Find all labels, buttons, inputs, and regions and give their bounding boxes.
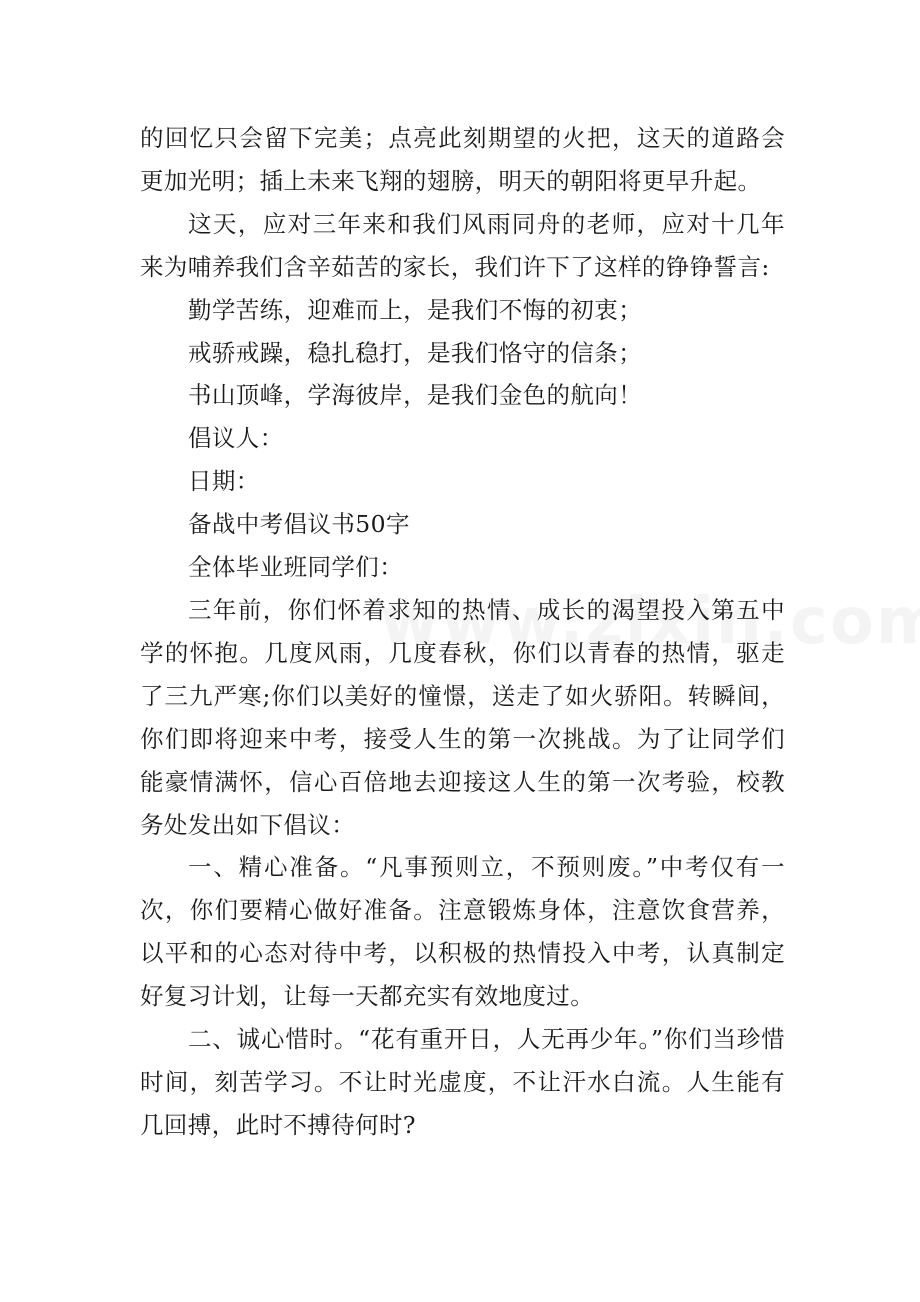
paragraph-oath-line-3: 书山顶峰，学海彼岸，是我们金色的航向！ <box>188 381 643 410</box>
salutation: 全体毕业班同学们： <box>188 553 404 582</box>
paragraph-oath-line-2: 戒骄戒躁，稳扎稳打，是我们恪守的信条； <box>188 338 643 367</box>
section-title: 备战中考倡议书50字 <box>188 510 410 539</box>
paragraph-continued-memory: 的回忆只会留下完美；点亮此刻期望的火把，这天的道路会更加光明；插上未来飞翔的翅膀，明天的朝阳将更早升起。 <box>140 124 785 195</box>
paragraph-item-one: 一、精心准备。“凡事预则立，不预则废。”中考仅有一次，你们要精心做好准备。注意锻炼身体，注意饮食营养，以平和的心态对待中考，以积极的热情投入中考，认真制定好复习计划，让每一天都充实有效地度过。 <box>140 853 785 1011</box>
paragraph-oath-intro: 这天，应对三年来和我们风雨同舟的老师，应对十几年来为哺养我们含辛茹苦的家长，我们许下了这样的铮铮誓言: <box>140 209 785 281</box>
initiator-label: 倡议人： <box>188 424 284 453</box>
paragraph-three-years-ago: 三年前，你们怀着求知的热情、成长的渴望投入第五中学的怀抱。几度风雨，几度春秋，你们以青春的热情，驱走了三九严寒;你们以美好的憧憬，送走了如火骄阳。转瞬间，你们即将迎来中考，接受人生的第一次挑战。为了让同学们能豪情满怀，信心百倍地去迎接这人生的第一次考验，校教务处发出如下倡议： <box>140 595 785 839</box>
document-body <box>140 117 785 1147</box>
date-label: 日期： <box>188 467 260 496</box>
paragraph-item-two: 二、诚心惜时。“花有重开日，人无再少年。”你们当珍惜时间，刻苦学习。不让时光虚度，不让汗水白流。人生能有几回搏，此时不搏待何时? <box>140 1025 785 1139</box>
paragraph-oath-line-1: 勤学苦练，迎难而上，是我们不悔的初衷； <box>188 295 643 324</box>
